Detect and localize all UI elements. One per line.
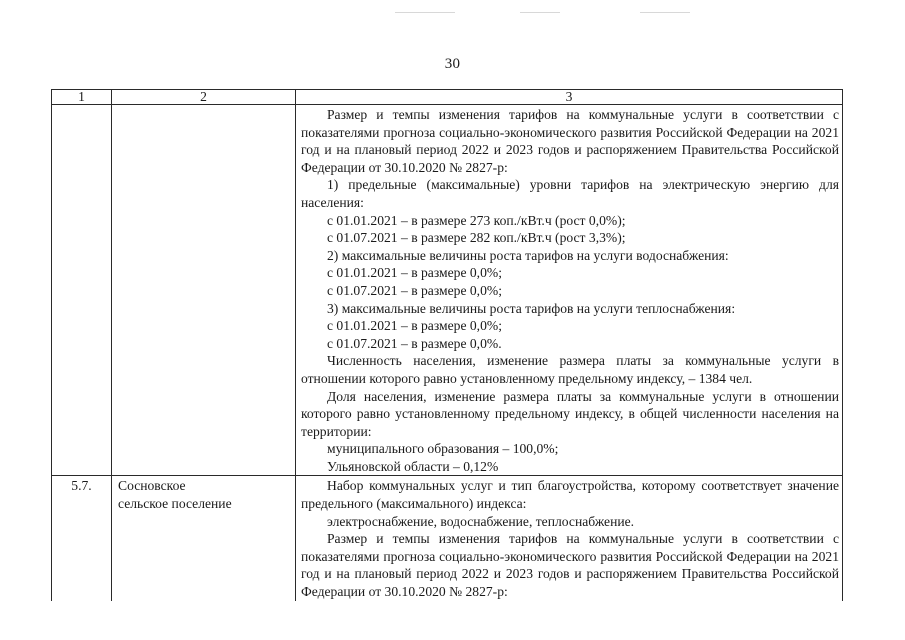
- row-description-cell: [296, 105, 843, 476]
- paragraph: электроснабжение, водоснабжение, теплоснабжение.: [327, 513, 635, 529]
- row-number-cell: [52, 105, 112, 476]
- row-number-cell: 5.7.: [52, 476, 112, 601]
- paragraph: 1) предельные (максимальные) уровни тарифов на электрическую энергию для населения:: [301, 177, 839, 210]
- settlement-name-line: Сосновское: [118, 478, 186, 494]
- paragraph: 3) максимальные величины роста тарифов на услуги теплоснабжения:: [327, 300, 736, 316]
- paragraph: с 01.07.2021 – в размере 282 коп./кВт.ч (рост 3,3%);: [327, 230, 626, 246]
- settlement-name-line: сельское поселение: [118, 496, 232, 512]
- row-description-cell: [296, 476, 843, 601]
- paragraph: с 01.01.2021 – в размере 273 коп./кВт.ч (рост 0,0%);: [327, 212, 626, 228]
- paragraph: Доля населения, изменение размера платы за коммунальные услуги в отношении которого равно установленному предельному индексу, в общей численности населения на территории:: [301, 388, 839, 439]
- column-header-description: 3: [296, 90, 843, 105]
- paragraph: 2) максимальные величины роста тарифов на услуги водоснабжения:: [327, 247, 729, 263]
- paragraph: с 01.07.2021 – в размере 0,0%.: [327, 335, 502, 351]
- paragraph: Ульяновской области – 0,12%: [327, 458, 499, 474]
- scan-artifact-line: [640, 12, 690, 13]
- paragraph: с 01.01.2021 – в размере 0,0%;: [327, 265, 502, 281]
- table-row: [52, 476, 843, 601]
- paragraph: Набор коммунальных услуг и тип благоустройства, которому соответствует значение предельного (максимального) индекса:: [301, 478, 839, 512]
- paragraph: Численность населения, изменение размера платы за коммунальные услуги в отношении которого равно установленному предельному индексу, – 1384 чел.: [301, 353, 839, 386]
- scan-artifact-line: [395, 12, 455, 13]
- row-name-cell: [112, 105, 296, 476]
- paragraph: Размер и темпы изменения тарифов на коммунальные услуги в соответствии с показателями прогноза социально-экономического развития Российской Федерации на 2021 год и на плановый период 2022 и 2023 годов и распоряжением Правительства Российской Федерации от 30.10.2020 № 2827-р:: [301, 107, 839, 175]
- column-header-number: 1: [52, 90, 112, 105]
- row-name-cell: [112, 476, 296, 601]
- paragraph: муниципального образования – 100,0%;: [327, 441, 559, 457]
- paragraph: с 01.01.2021 – в размере 0,0%;: [327, 318, 502, 334]
- paragraph: Размер и темпы изменения тарифов на коммунальные услуги в соответствии с показателями прогноза социально-экономического развития Российской Федерации на 2021 год и на плановый период 2022 и 2023 годов и распоряжением Правительства Российской Федерации от 30.10.2020 № 2827-р:: [301, 531, 839, 600]
- page-number: 30: [444, 56, 461, 72]
- tariff-table: [51, 89, 843, 601]
- scan-artifact-line: [520, 12, 560, 13]
- table-row: [52, 105, 843, 476]
- column-header-name: 2: [112, 90, 296, 105]
- table-header-row: [52, 90, 843, 105]
- paragraph: с 01.07.2021 – в размере 0,0%;: [327, 282, 502, 298]
